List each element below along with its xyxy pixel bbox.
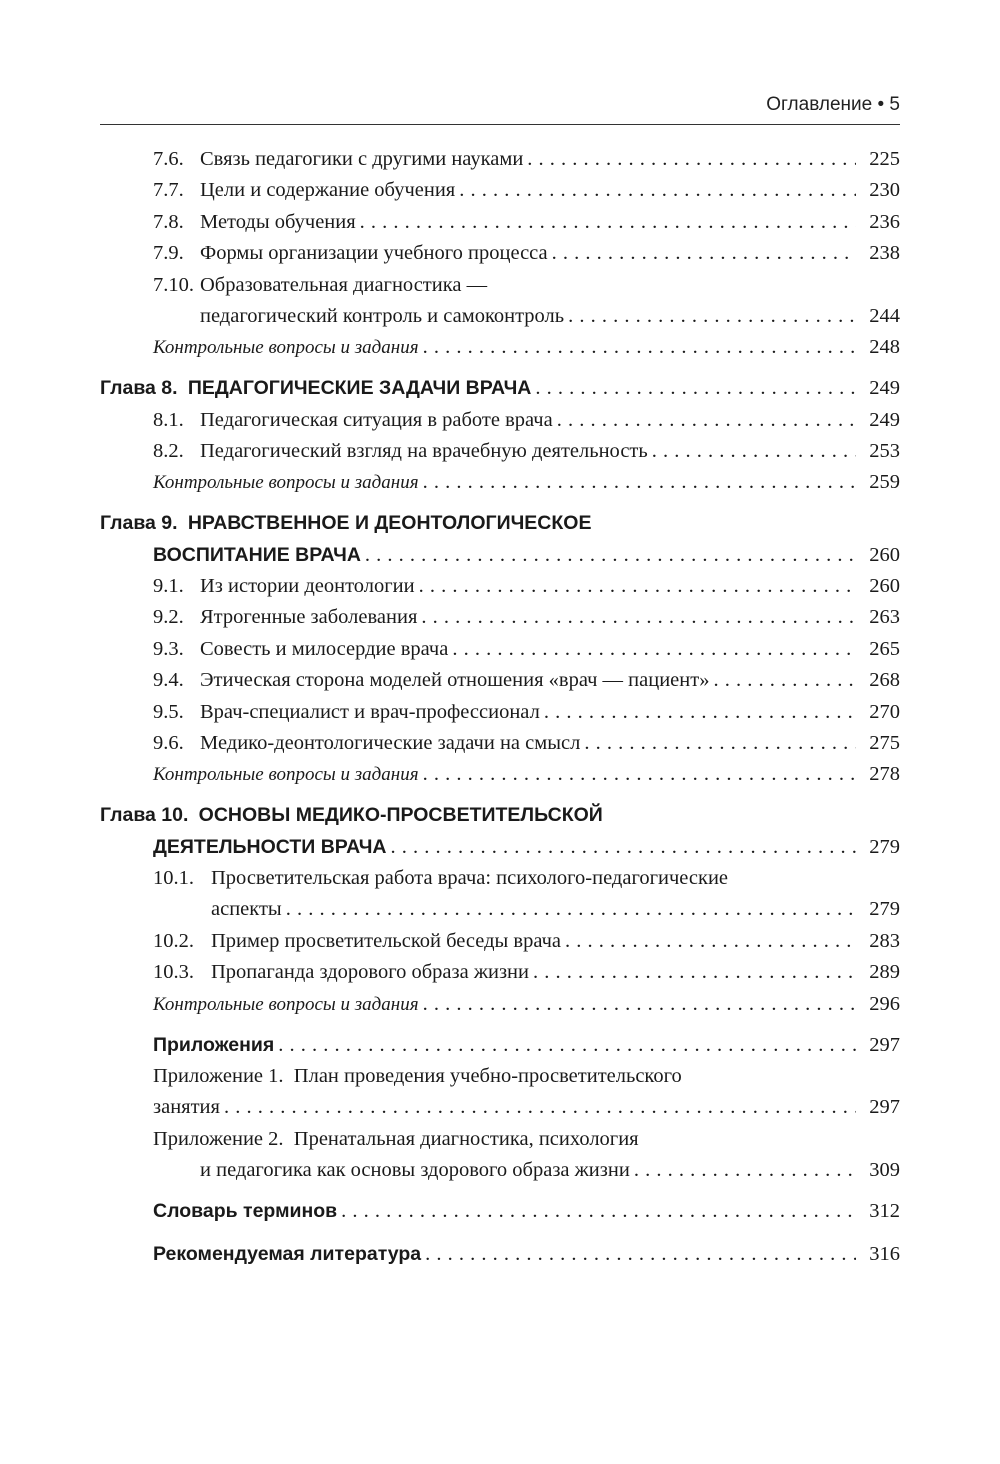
entry-title: Цели и содержание обучения <box>200 179 456 202</box>
toc-entry[interactable] <box>100 926 900 957</box>
dot-leader <box>652 436 856 467</box>
page-number: 230 <box>869 179 900 202</box>
page-number: 270 <box>869 700 900 723</box>
page-number: 289 <box>869 961 900 984</box>
header-section: Оглавление <box>766 94 873 115</box>
dot-leader <box>419 571 856 602</box>
page-number: 275 <box>869 732 900 755</box>
entry-title: Образовательная диагностика — <box>200 273 488 296</box>
toc-entry[interactable] <box>100 571 900 602</box>
chapter-number: Глава 9. <box>100 512 178 535</box>
chapter-title: НРАВСТВЕННОЕ И ДЕОНТОЛОГИЧЕСКОЕ <box>187 512 592 535</box>
entry-title: Врач-специалист и врач-профессионал <box>200 700 540 723</box>
page-number: 244 <box>869 304 900 327</box>
entry-number: 10.2. <box>153 929 194 952</box>
dot-leader <box>286 894 856 925</box>
page-number: 225 <box>869 148 900 170</box>
entry-number: Приложение 2. <box>153 1127 284 1150</box>
page-number: 259 <box>869 471 900 494</box>
entry-title: Пренатальная диагностика, психология <box>293 1127 639 1150</box>
toc-entry-continuation[interactable] <box>100 301 900 332</box>
header-bullet: • <box>877 94 885 115</box>
entry-number: 7.6. <box>153 148 184 170</box>
page-number: 260 <box>869 543 900 566</box>
running-header <box>766 94 900 116</box>
toc-entry-continuation[interactable] <box>100 894 900 925</box>
entry-title: Ятрогенные заболевания <box>200 606 418 629</box>
dot-leader <box>341 1196 856 1227</box>
dot-leader <box>552 238 856 269</box>
entry-title: Этическая сторона моделей отношения «врач — пациент» <box>200 669 710 692</box>
toc-entry[interactable] <box>100 665 900 696</box>
entry-number: 9.6. <box>153 732 184 755</box>
entry-title: и педагогика как основы здорового образа жизни <box>200 1159 630 1182</box>
entry-title: Контрольные вопросы и задания <box>153 764 419 786</box>
entry-number: 9.2. <box>153 606 184 629</box>
page-number: 309 <box>869 1159 900 1182</box>
toc-appendices[interactable] <box>100 1030 900 1061</box>
page-number: 268 <box>869 669 900 692</box>
header-rule <box>100 124 900 125</box>
toc-entry[interactable] <box>100 405 900 436</box>
entry-number: 10.3. <box>153 961 194 984</box>
entry-title: Формы организации учебного процесса <box>200 242 548 265</box>
toc-chapter-10[interactable] <box>100 800 900 831</box>
page-number: 265 <box>869 637 900 660</box>
dot-leader <box>423 989 856 1020</box>
dot-leader <box>423 467 856 498</box>
entry-number: 8.1. <box>153 408 184 431</box>
chapter-title: ОСНОВЫ МЕДИКО-ПРОСВЕТИТЕЛЬСКОЙ <box>198 804 603 827</box>
entry-title: Пример просветительской беседы врача <box>211 929 562 952</box>
toc-glossary[interactable] <box>100 1196 900 1227</box>
entry-title: Педагогическая ситуация в работе врача <box>200 408 553 431</box>
chapter-number: Глава 10. <box>100 804 189 827</box>
dot-leader <box>452 634 856 665</box>
toc-appendix-1[interactable] <box>100 1061 900 1092</box>
entry-number: 9.5. <box>153 700 184 723</box>
dot-leader <box>423 759 856 790</box>
entry-title: Контрольные вопросы и задания <box>153 472 419 494</box>
page-number: 283 <box>869 929 900 952</box>
toc-entry-questions[interactable] <box>100 759 900 790</box>
toc-chapter-9[interactable] <box>100 508 900 539</box>
dot-leader <box>224 1092 856 1123</box>
section-title: Рекомендуемая литература <box>153 1242 422 1265</box>
dot-leader <box>527 144 856 175</box>
toc-entry[interactable] <box>100 238 900 269</box>
dot-leader <box>533 957 856 988</box>
entry-number: 9.3. <box>153 637 184 660</box>
chapter-title: ВОСПИТАНИЕ ВРАЧА <box>153 543 361 566</box>
chapter-title: ПЕДАГОГИЧЕСКИЕ ЗАДАЧИ ВРАЧА <box>187 377 532 400</box>
entry-title: педагогический контроль и самоконтроль <box>200 304 565 327</box>
toc-entry[interactable] <box>100 175 900 206</box>
toc-entry-continuation[interactable] <box>100 1092 900 1123</box>
dot-leader <box>278 1030 856 1061</box>
entry-title: Совесть и милосердие врача <box>200 637 449 660</box>
dot-leader <box>713 665 856 696</box>
toc-entry[interactable] <box>100 957 900 988</box>
entry-title: Контрольные вопросы и задания <box>153 337 419 359</box>
dot-leader <box>365 540 856 571</box>
table-of-contents <box>100 144 900 1270</box>
page-number: 248 <box>869 336 900 359</box>
entry-number: 10.1. <box>153 867 194 890</box>
entry-title: Педагогический взгляд на врачебную деятельность <box>200 440 648 463</box>
entry-title: Контрольные вопросы и задания <box>153 993 419 1015</box>
dot-leader <box>557 405 856 436</box>
entry-title: Медико-деонтологические задачи на смысл <box>200 732 581 755</box>
entry-number: 7.8. <box>153 210 184 233</box>
entry-title: Из истории деонтологии <box>200 575 415 598</box>
entry-title: аспекты <box>211 898 282 921</box>
header-page-number: 5 <box>889 94 900 115</box>
toc-entry[interactable] <box>100 602 900 633</box>
entry-title: Методы обучения <box>200 210 356 233</box>
toc-chapter-continuation[interactable] <box>100 832 900 863</box>
toc-chapter-8[interactable] <box>100 373 900 404</box>
section-title: Словарь терминов <box>153 1200 338 1222</box>
entry-number: 7.7. <box>153 179 184 202</box>
page-number: 238 <box>869 242 900 265</box>
toc-entry-questions[interactable] <box>100 332 900 363</box>
toc-chapter-continuation[interactable] <box>100 540 900 571</box>
dot-leader <box>360 207 856 238</box>
toc-entry-questions[interactable] <box>100 989 900 1020</box>
dot-leader <box>459 175 856 206</box>
entry-title: Связь педагогики с другими науками <box>200 148 524 170</box>
toc-entry-questions[interactable] <box>100 467 900 498</box>
toc-entry[interactable] <box>100 863 900 894</box>
toc-entry[interactable] <box>100 144 900 175</box>
page-number: 297 <box>869 1096 900 1119</box>
page-number: 253 <box>869 440 900 463</box>
page-number: 249 <box>869 377 900 400</box>
entry-number: 7.10. <box>153 273 194 296</box>
page-number: 296 <box>869 992 900 1015</box>
entry-title: План проведения учебно-просветительского <box>293 1064 682 1087</box>
entry-number: 9.1. <box>153 575 184 598</box>
dot-leader <box>390 832 856 863</box>
page-number: 279 <box>869 835 900 858</box>
page-number: 260 <box>869 575 900 598</box>
toc-entry-continuation[interactable] <box>100 1155 900 1186</box>
toc-literature[interactable] <box>100 1239 900 1270</box>
dot-leader <box>568 301 856 332</box>
dot-leader <box>535 373 856 404</box>
toc-entry[interactable] <box>100 270 900 301</box>
dot-leader <box>421 602 856 633</box>
page-number: 278 <box>869 763 900 786</box>
toc-entry[interactable] <box>100 436 900 467</box>
page-number: 316 <box>869 1242 900 1265</box>
dot-leader <box>425 1239 856 1270</box>
section-title: Приложения <box>153 1033 275 1056</box>
toc-entry[interactable] <box>100 634 900 665</box>
entry-number: Приложение 1. <box>153 1064 284 1087</box>
page-number: 312 <box>869 1200 900 1222</box>
chapter-title: ДЕЯТЕЛЬНОСТИ ВРАЧА <box>153 835 387 858</box>
page-number: 279 <box>869 898 900 921</box>
entry-title: Пропаганда здорового образа жизни <box>211 961 530 984</box>
dot-leader <box>565 926 856 957</box>
dot-leader <box>544 697 856 728</box>
entry-title: занятия <box>153 1096 220 1119</box>
entry-title: Просветительская работа врача: психолого-педагогические <box>211 867 729 890</box>
page-number: 249 <box>869 408 900 431</box>
dot-leader <box>634 1155 856 1186</box>
toc-entry[interactable] <box>100 697 900 728</box>
toc-entry[interactable] <box>100 728 900 759</box>
entry-number: 8.2. <box>153 440 184 463</box>
entry-number: 7.9. <box>153 242 184 265</box>
toc-entry[interactable] <box>100 207 900 238</box>
dot-leader <box>423 332 856 363</box>
page-number: 297 <box>869 1033 900 1056</box>
page-number: 236 <box>869 210 900 233</box>
entry-number: 9.4. <box>153 669 184 692</box>
chapter-number: Глава 8. <box>100 377 178 400</box>
page-number: 263 <box>869 606 900 629</box>
dot-leader <box>584 728 856 759</box>
toc-appendix-2[interactable] <box>100 1124 900 1155</box>
